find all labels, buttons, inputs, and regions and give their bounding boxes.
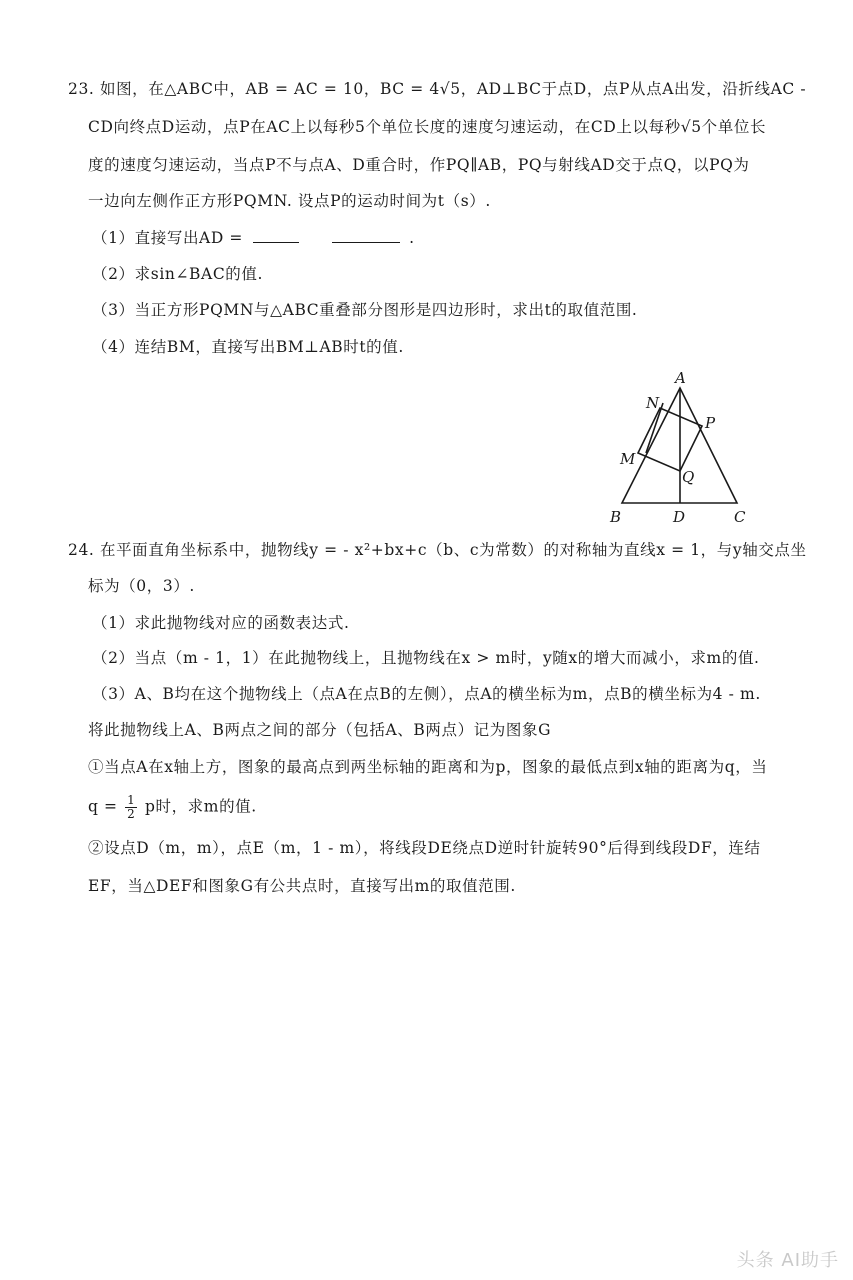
q24-part1-line-2 [88,794,257,821]
q24-part2-line-1: ②设点D（m，m），点E（m，1 - m），将线段DE绕点D逆时针旋转90°后得到线段DF，连结 [88,839,761,857]
watermark: 头条 AI助手 [736,1250,839,1271]
q24-part1-suffix: p时，求m的值. [144,797,257,816]
q23-line-4: 一边向左侧作正方形PQMN. 设点P的运动时间为t（s）. [88,192,491,210]
fraction-denominator: 2 [127,807,136,821]
label-c: C [734,508,746,526]
q24-sub3-line-1: （3）A、B均在这个抛物线上（点A在点B的左侧），点A的横坐标为m，点B的横坐标为4 - m. [92,685,761,703]
q23-line-2: CD向终点D运动，点P在AC上以每秒5个单位长度的速度匀速运动，在CD上以每秒√5个单位长 [88,118,767,136]
q23-sub1-text: （1）直接写出AD = [92,229,243,247]
label-n: N [646,394,660,412]
label-m: M [620,450,636,468]
label-b: B [610,508,622,526]
q23-sub1-period: . [409,229,415,247]
label-a: A [675,369,686,387]
q23-sub2: （2）求sin∠BAC的值. [92,265,264,283]
q24-sub3-line-2: 将此抛物线上A、B两点之间的部分（包括A、B两点）记为图象G [88,721,552,739]
q23-line-1: 23. 如图，在△ABC中，AB = AC = 10，BC = 4√5，AD⊥BC于点D，点P从点A出发，沿折线AC - [68,80,807,98]
q24-part2-line-2: EF，当△DEF和图象G有公共点时，直接写出m的取值范围. [88,877,516,895]
fraction-numerator: 1 [127,793,136,807]
q23-sub1 [92,228,415,248]
q24-line-2: 标为（0，3）. [88,577,195,595]
square-pqmn [638,408,702,471]
label-d: D [673,508,686,526]
q24-sub1: （1）求此抛物线对应的函数表达式. [92,614,350,632]
label-q: Q [682,468,695,486]
q24-part1-prefix: q = [88,797,118,816]
triangle-figure [600,368,760,528]
answer-blank-2[interactable] [332,228,400,243]
label-p: P [705,414,716,432]
q24-part1-line-1: ①当点A在x轴上方，图象的最高点到两坐标轴的距离和为p，图象的最低点到x轴的距离为q，当 [88,758,768,776]
fraction-one-half [125,794,137,821]
q23-sub3: （3）当正方形PQMN与△ABC重叠部分图形是四边形时，求出t的取值范围. [92,301,638,319]
q23-line-3: 度的速度匀速运动，当点P不与点A、D重合时，作PQ∥AB，PQ与射线AD交于点Q，以PQ为 [88,156,750,174]
q24-sub2: （2）当点（m - 1，1）在此抛物线上，且抛物线在x > m时，y随x的增大而减小，求m的值. [92,649,760,667]
answer-blank-1[interactable] [253,228,299,243]
q24-line-1: 24. 在平面直角坐标系中，抛物线y = - x²+bx+c（b、c为常数）的对称轴为直线x = 1，与y轴交点坐 [68,541,807,559]
q23-sub4: （4）连结BM，直接写出BM⊥AB时t的值. [92,338,404,356]
